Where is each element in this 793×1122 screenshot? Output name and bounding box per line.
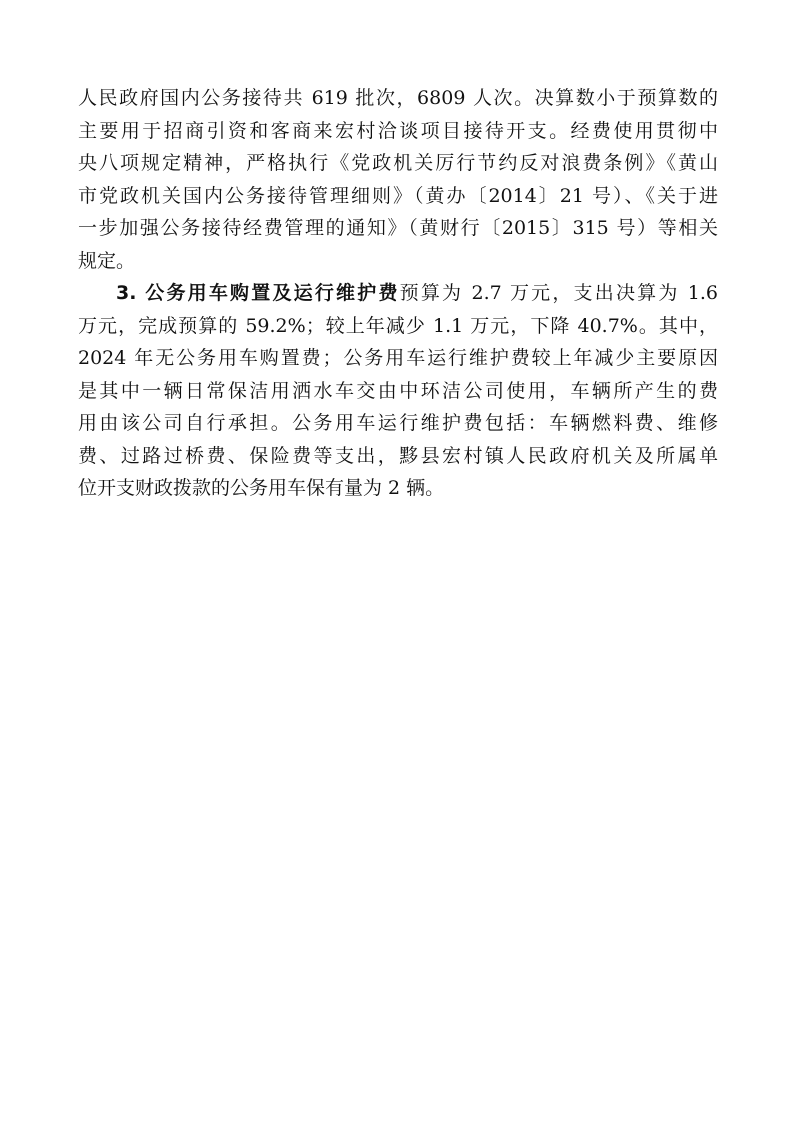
text-line: 央八项规定精神，严格执行《党政机关厉行节约反对浪费条例》《黄山 <box>78 152 718 174</box>
text-line: 是其中一辆日常保洁用洒水车交由中环洁公司使用，车辆所产生的费 <box>78 379 718 402</box>
document-body <box>78 82 718 505</box>
text-line <box>78 277 718 310</box>
text-line: 一步加强公务接待经费管理的通知》（黄财行〔2015〕315 号）等相关 <box>78 217 718 239</box>
text-line: 人民政府国内公务接待共 619 批次，6809 人次。决算数小于预算数的 <box>78 87 718 109</box>
text-line: 费、过路过桥费、保险费等支出，黟县宏村镇人民政府机关及所属单 <box>78 444 718 467</box>
text-line: 2024 年无公务用车购置费；公务用车运行维护费较上年减少主要原因 <box>78 347 718 369</box>
text-line: 规定。 <box>78 249 136 272</box>
heading-followup-text: 预算为 2.7 万元，支出决算为 1.6 <box>399 282 718 304</box>
text-line: 主要用于招商引资和客商来宏村洽谈项目接待开支。经费使用贯彻中 <box>78 119 718 142</box>
text-line: 用由该公司自行承担。公务用车运行维护费包括：车辆燃料费、维修 <box>78 412 718 434</box>
paragraph-vehicle-expenses <box>78 277 718 505</box>
text-line: 万元，完成预算的 59.2%；较上年减少 1.1 万元，下降 40.7%。其中， <box>78 314 718 337</box>
paragraph-reception-expenses <box>78 82 718 277</box>
text-line: 市党政机关国内公务接待管理细则》（黄办〔2014〕21 号）、《关于进 <box>78 184 718 207</box>
section-heading: 3. 公务用车购置及运行维护费 <box>116 282 400 304</box>
text-line: 位开支财政拨款的公务用车保有量为 2 辆。 <box>78 477 445 499</box>
